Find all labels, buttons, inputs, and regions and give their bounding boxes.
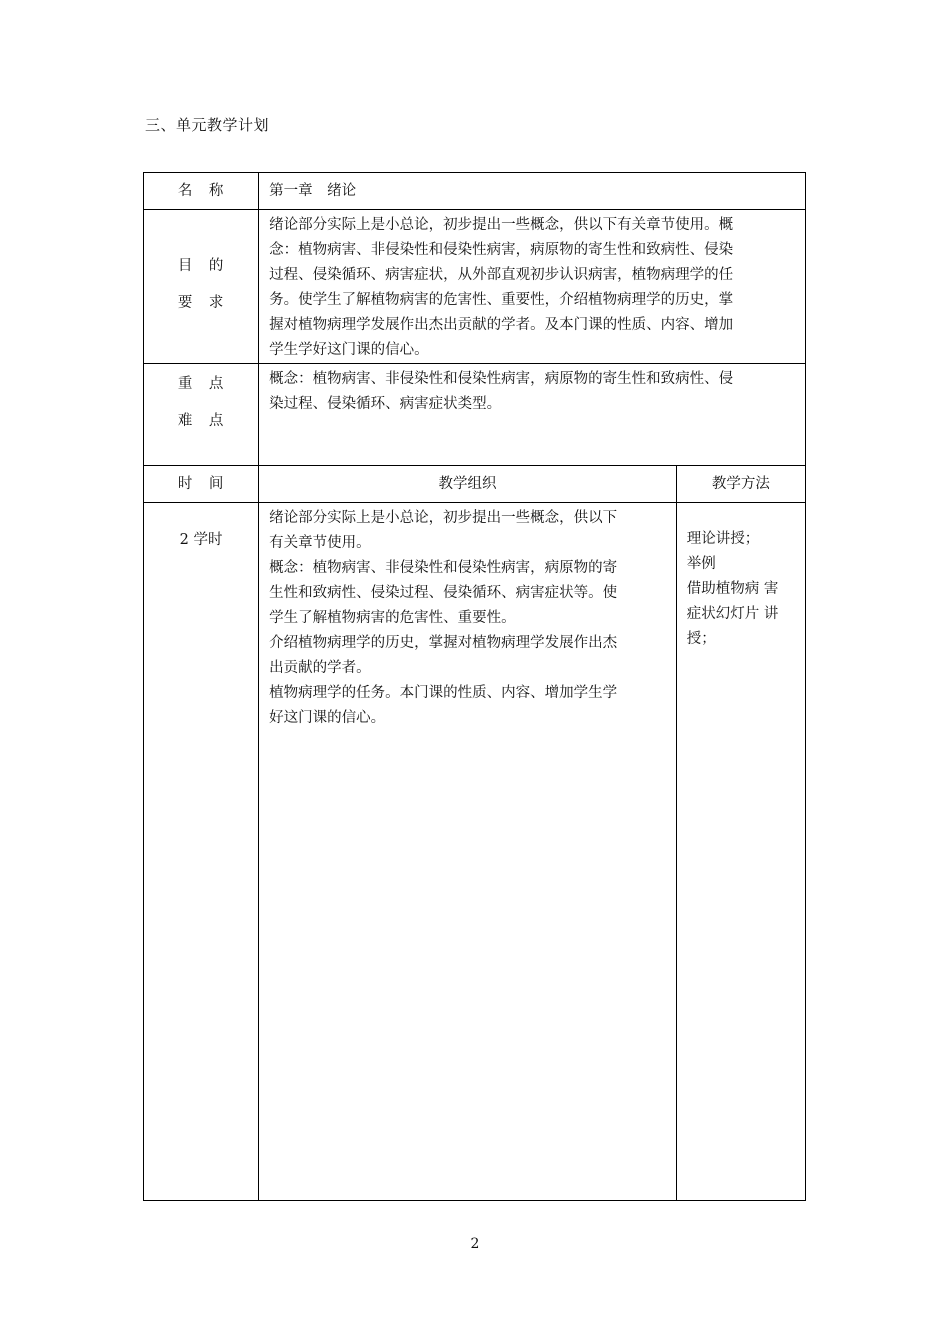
- name-label: 名 称: [144, 173, 259, 210]
- content-row: [144, 503, 806, 1201]
- time-value: 2 学时: [144, 503, 259, 1201]
- name-row: [144, 173, 806, 210]
- goal-line: 绪论部分实际上是小总论，初步提出一些概念，供以下有关章节使用。概: [269, 217, 734, 233]
- goal-label: [144, 210, 259, 364]
- goal-line: 念：植物病害、非侵染性和侵染性病害，病原物的寄生性和致病性、侵染: [269, 242, 734, 258]
- goal-line: 握对植物病理学发展作出杰出贡献的学者。及本门课的性质、内容、增加: [269, 317, 734, 333]
- org-line: 学生了解植物病害的危害性、重要性。: [269, 610, 516, 626]
- key-label-line-2: 难 点: [177, 413, 225, 429]
- method-line: 借助植物病 害: [686, 581, 779, 597]
- goal-line: 过程、侵染循环、病害症状，从外部直观初步认识病害，植物病理学的任: [269, 267, 734, 283]
- key-label-line-1: 重 点: [177, 376, 225, 392]
- key-line: 染过程、侵染循环、病害症状类型。: [269, 396, 502, 412]
- key-label: [144, 364, 259, 466]
- org-line: 生性和致病性、侵染过程、侵染循环、病害症状等。使: [269, 585, 618, 601]
- org-line: 概念：植物病害、非侵染性和侵染性病害，病原物的寄: [269, 560, 618, 576]
- teaching-plan-table: [143, 172, 806, 1201]
- org-line: 出贡献的学者。: [269, 660, 371, 676]
- method-line: 症状幻灯片 讲: [686, 606, 779, 622]
- goal-line: 学生学好这门课的信心。: [269, 342, 429, 358]
- method-header: 教学方法: [676, 466, 805, 503]
- method-line: 授；: [686, 631, 716, 647]
- org-line: 介绍植物病理学的历史，掌握对植物病理学发展作出杰: [269, 635, 618, 651]
- method-line: 理论讲授；: [686, 531, 760, 547]
- goal-text: [259, 210, 806, 364]
- key-line: 概念：植物病害、非侵染性和侵染性病害，病原物的寄生性和致病性、侵: [269, 371, 734, 387]
- goal-line: 务。使学生了解植物病害的危害性、重要性，介绍植物病理学的历史，掌: [269, 292, 734, 308]
- org-line: 绪论部分实际上是小总论，初步提出一些概念，供以下: [269, 510, 618, 526]
- org-text: [259, 503, 677, 1201]
- method-text: [676, 503, 805, 1201]
- org-line: 好这门课的信心。: [269, 710, 386, 726]
- goal-row: [144, 210, 806, 364]
- goal-label-line-1: 目 的: [177, 258, 225, 274]
- org-line: 有关章节使用。: [269, 535, 371, 551]
- goal-label-line-2: 要 求: [177, 295, 225, 311]
- method-line: 举例: [686, 556, 716, 572]
- name-value: 第一章 绪论: [259, 173, 806, 210]
- page-number: 2: [470, 1236, 480, 1252]
- org-header: 教学组织: [259, 466, 677, 503]
- key-row: [144, 364, 806, 466]
- section-heading: 三、单元教学计划: [145, 116, 270, 134]
- time-header: 时 间: [144, 466, 259, 503]
- column-header-row: [144, 466, 806, 503]
- org-line: 植物病理学的任务。本门课的性质、内容、增加学生学: [269, 685, 618, 701]
- key-text: [259, 364, 806, 466]
